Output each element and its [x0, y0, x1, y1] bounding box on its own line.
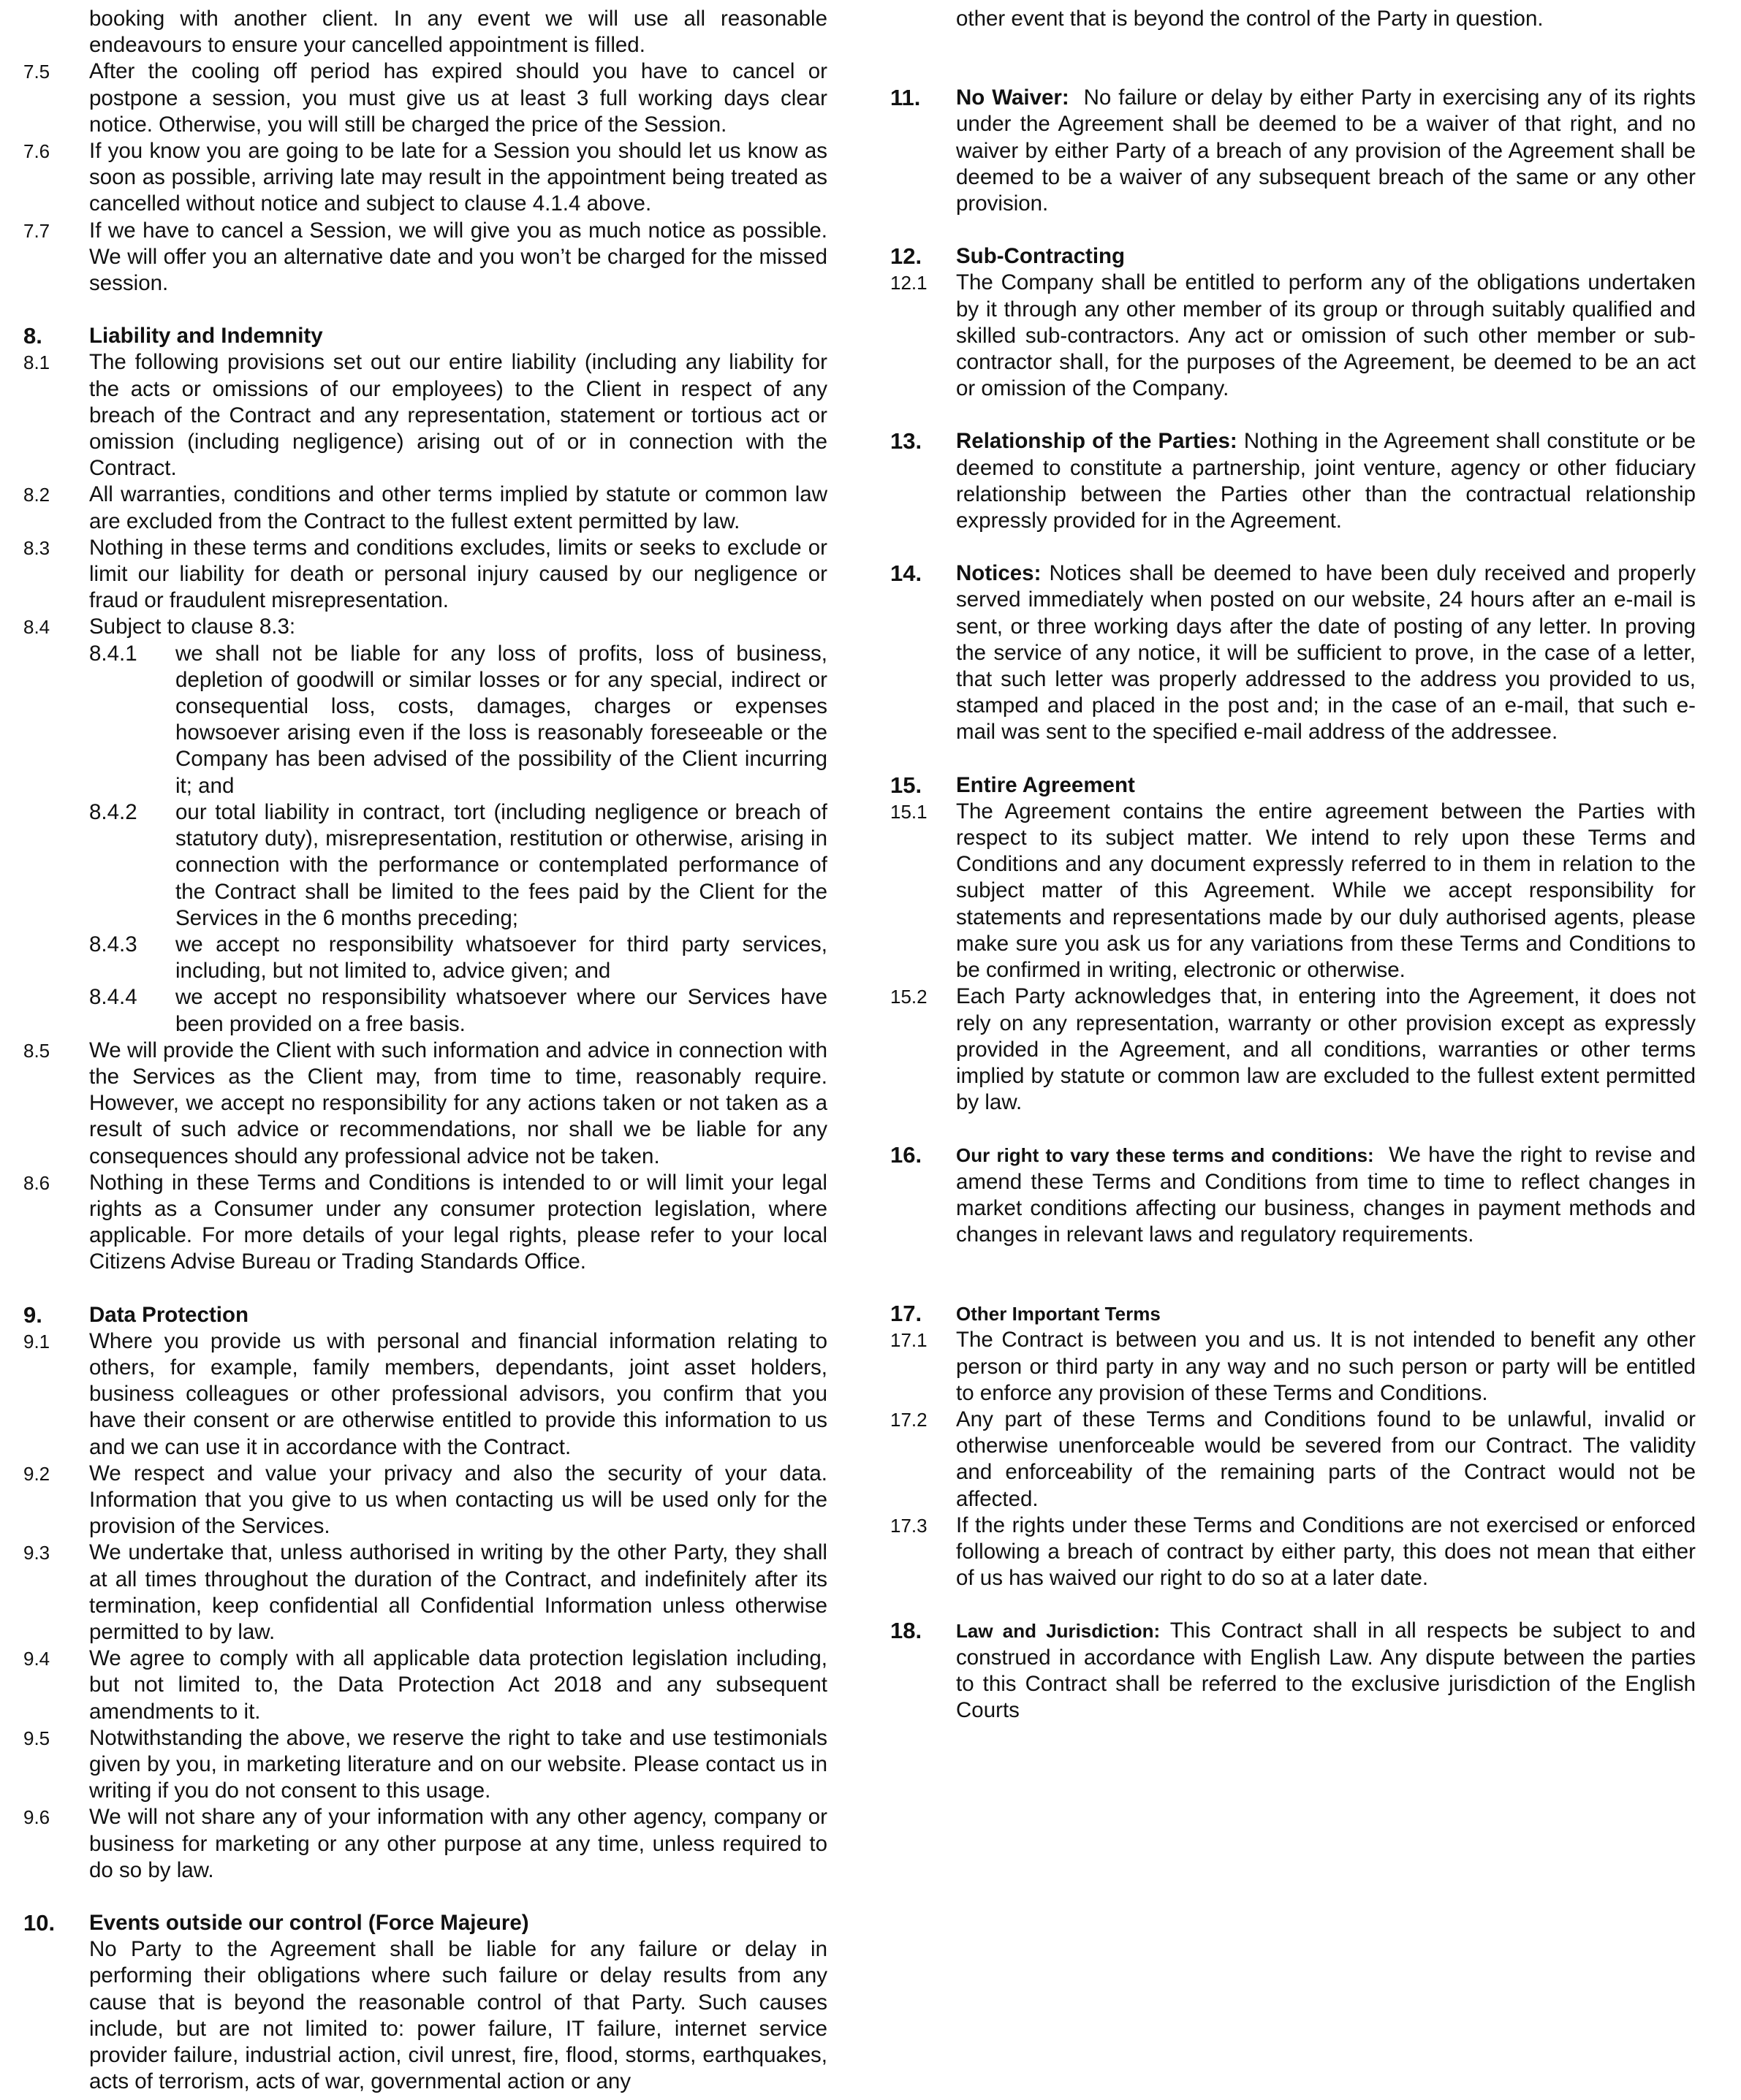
- clause-15-1: [890, 799, 1696, 984]
- clause-number: 8.1: [23, 351, 50, 374]
- section-text: This Contract shall in all respects be subject to and construed in accordance with English Law. Any dispute between the parties to this Contract shall be referred to the exclusive jurisdiction of the English Courts: [956, 1618, 1696, 1722]
- clause-number: 8.4.3: [89, 932, 137, 956]
- clause-text: We will provide the Client with such information and advice in connection with the Services as the Client may, from time to time, reasonably require. However, we accept no responsibility for any actions taken or not taken as a result of such advice or recommendations, nor shall we be liable for any consequences should any professional advice not be taken.: [89, 1038, 827, 1168]
- section-title: Liability and Indemnity: [89, 324, 323, 349]
- clause-number: 9.6: [23, 1806, 50, 1829]
- clause-8-5: [23, 1038, 827, 1170]
- section-text: Nothing in the Agreement shall constitute or be deemed to constitute a partnership, joint venture, agency or other fiduciary relationship between the Parties other than the contractual relationship expressly provided for in the Agreement.: [956, 429, 1696, 533]
- clause-number: 9.1: [23, 1330, 50, 1353]
- clause-text: Each Party acknowledges that, in entering into the Agreement, it does not rely on any representation, warranty or other provision except as expressly provided in the Agreement, and all conditions, warranties or other terms implied by statute or common law are excluded to the fullest extent permitted by law.: [956, 984, 1696, 1115]
- clause-number: 8.3: [23, 536, 50, 559]
- left-column: [23, 6, 827, 2095]
- section-title: Sub-Contracting: [956, 244, 1126, 269]
- section-title: Our right to vary these terms and conditions:: [956, 1144, 1374, 1167]
- clause-text: If the rights under these Terms and Conditions are not exercised or enforced following a breach of contract by either party, this does not mean that either of us has waived our right to do so at a later date.: [956, 1513, 1696, 1591]
- clause-number: 8.4: [23, 616, 50, 639]
- section-number: 17.: [890, 1301, 922, 1327]
- section-number: 13.: [890, 428, 922, 454]
- clause-7-7: [23, 218, 827, 297]
- clause-number: 7.7: [23, 219, 50, 242]
- section-17-heading: [890, 1301, 1696, 1327]
- section-title: Notices:: [956, 561, 1042, 586]
- section-text: No failure or delay by either Party in exercising any of its rights under the Agreement shall be deemed to be a waiver of that right, and no waiver by either Party of a breach of any provision of the Agreement shall be deemed to be a waiver of any subsequent breach of the same or any other provision.: [956, 85, 1696, 216]
- clause-7-continuation: booking with another client. In any event we will use all reasonable endeavours to ensure your cancelled appointment is filled.: [89, 7, 827, 58]
- clause-number: 15.2: [890, 986, 928, 1008]
- section-11: [890, 85, 1696, 217]
- clause-12-1: [890, 270, 1696, 402]
- section-13: [890, 428, 1696, 534]
- section-10-continuation: other event that is beyond the control of the Party in question.: [956, 7, 1544, 31]
- section-title: Other Important Terms: [956, 1303, 1161, 1325]
- clause-number: 8.4.1: [89, 641, 137, 666]
- clause-8-2: [23, 482, 827, 534]
- clause-7-5: [23, 58, 827, 138]
- clause-text: We respect and value your privacy and also the security of your data. Information that you give to us when contacting us will be used only for the provision of the Services.: [89, 1461, 827, 1539]
- clause-text: we accept no responsibility whatsoever where our Services have been provided on a free basis.: [175, 985, 827, 1036]
- clause-number: 15.1: [890, 800, 928, 823]
- clause-number: 17.2: [890, 1408, 928, 1431]
- clause-number: 8.4.2: [89, 799, 137, 824]
- section-title: Relationship of the Parties:: [956, 429, 1237, 454]
- clause-text: we shall not be liable for any loss of profits, loss of business, depletion of goodwill or similar losses or for any special, indirect or consequential loss, costs, damages, charges or expenses howsoever arising even if the loss is reasonably foreseeable or the Company has been advised of the possibility of the Client incurring it; and: [175, 641, 827, 798]
- section-10-heading: [23, 1910, 827, 1936]
- clause-text: The Company shall be entitled to perform any of the obligations undertaken by it through any other member of its group or through suitably qualified and skilled sub-contractors. Any act or omission of such other member or sub-contractor shall, for the purposes of the Agreement, be deemed to be an act or omission of the Company.: [956, 270, 1696, 401]
- clause-number: 17.3: [890, 1514, 928, 1537]
- clause-number: 7.6: [23, 140, 50, 163]
- clause-number: 7.5: [23, 61, 50, 83]
- clause-9-2: [23, 1461, 827, 1540]
- section-16: [890, 1142, 1696, 1248]
- clause-9-4: [23, 1646, 827, 1725]
- clause-number: 8.2: [23, 484, 50, 506]
- section-text: Notices shall be deemed to have been duly received and properly served immediately when posted on our website, 24 hours after an e-mail is sent, or three working days after the date of posting of any letter. In proving the service of any notice, it will be sufficient to prove, in the case of a letter, that such letter was properly addressed to the address you provided to us, stamped and placed in the post and; in the case of an e-mail, that such e-mail was sent to the specified e-mail address of the addressee.: [956, 561, 1696, 745]
- clause-text: The following provisions set out our entire liability (including any liability for the acts or omissions of our employees) to the Client in respect of any breach of the Contract and any representation, statement or tortious act or omission (including negligence) arising out of or in connection with the Contract.: [89, 350, 827, 481]
- section-number: 14.: [890, 560, 922, 587]
- section-14: [890, 560, 1696, 745]
- clause-8-4-3: [23, 932, 827, 984]
- clause-text: Notwithstanding the above, we reserve the right to take and use testimonials given by you, in marketing literature and on our website. Please contact us in writing if you do not consent to this usage.: [89, 1725, 827, 1803]
- section-title: Entire Agreement: [956, 772, 1135, 797]
- right-column: [890, 6, 1696, 1724]
- clause-number: 8.6: [23, 1171, 50, 1194]
- clause-text: we accept no responsibility whatsoever for third party services, including, but not limited to, advice given; and: [175, 932, 827, 984]
- clause-17-2: [890, 1407, 1696, 1513]
- section-number: 12.: [890, 243, 922, 270]
- clause-text: The Contract is between you and us. It is not intended to benefit any other person or third party in any way and no such person or party will be entitled to enforce any provision of these Terms and Conditions.: [956, 1328, 1696, 1405]
- clause-text: our total liability in contract, tort (including negligence or breach of statutory duty), misrepresentation, restitution or otherwise, arising in connection with the performance or contemplated performance of the Contract shall be limited to the fees paid by the Client for the Services in the 6 months preceding;: [175, 799, 827, 930]
- section-title: Events outside our control (Force Majeure): [89, 1911, 529, 1936]
- clause-7-6: [23, 138, 827, 218]
- clause-number: 8.4.4: [89, 985, 137, 1010]
- section-number: 9.: [23, 1301, 42, 1328]
- clause-8-6: [23, 1170, 827, 1276]
- clause-text: After the cooling off period has expired should you have to cancel or postpone a session, you must give us at least 3 full working days clear notice. Otherwise, you will still be charged the price of the Session.: [89, 59, 827, 137]
- clause-text: Any part of these Terms and Conditions found to be unlawful, invalid or otherwise unenforceable would be severed from our Contract. The validity and enforceability of the remaining parts of the Contract would not be affected.: [956, 1407, 1696, 1511]
- section-number: 15.: [890, 772, 922, 798]
- clause-8-3: [23, 535, 827, 615]
- section-9-heading: [23, 1302, 827, 1328]
- section-number: 10.: [23, 1910, 56, 1936]
- clause-text: We agree to comply with all applicable data protection legislation including, but not limited to, the Data Protection Act 2018 and any subsequent amendments to it.: [89, 1646, 827, 1724]
- section-number: 18.: [890, 1618, 922, 1644]
- section-number: 8.: [23, 323, 42, 349]
- clause-8-1: [23, 349, 827, 482]
- section-15-heading: [890, 772, 1696, 799]
- clause-number: 17.1: [890, 1329, 928, 1352]
- clause-text: If we have to cancel a Session, we will give you as much notice as possible. We will offer you an alternative date and you won’t be charged for the missed session.: [89, 218, 827, 296]
- clause-number: 9.5: [23, 1727, 50, 1749]
- clause-text: The Agreement contains the entire agreement between the Parties with respect to its subject matter. We intend to rely upon these Terms and Conditions and any document expressly referred to in them in relation to the subject matter of this Agreement. While we accept responsibility for statements and representations made by our duly authorised agents, please make sure you ask us for any variations from these Terms and Conditions to be confirmed in writing, electronic or otherwise.: [956, 799, 1696, 983]
- clause-text: Subject to clause 8.3:: [89, 615, 296, 639]
- clause-text: Nothing in these Terms and Conditions is intended to or will limit your legal rights as a Consumer under any consumer protection legislation, where applicable. For more details of your legal rights, please refer to your local Citizens Advise Bureau or Trading Standards Office.: [89, 1170, 827, 1274]
- clause-text: Where you provide us with personal and financial information relating to others, for example, family members, dependants, joint asset holders, business colleagues or other professional advisors, you confirm that you have their consent or are otherwise entitled to provide this information to us and we can use it in accordance with the Contract.: [89, 1328, 827, 1459]
- clause-text: If you know you are going to be late for a Session you should let us know as soon as possible, arriving late may result in the appointment being treated as cancelled without notice and subject to clause 4.1.4 above.: [89, 139, 827, 216]
- clause-number: 9.4: [23, 1648, 50, 1670]
- section-number: 16.: [890, 1142, 922, 1168]
- section-number: 11.: [890, 85, 921, 111]
- section-title: No Waiver:: [956, 85, 1069, 110]
- section-text: We have the right to revise and amend these Terms and Conditions from time to time to reflect changes in market conditions affecting our business, changes in payment methods and changes in relevant laws and regulatory requirements.: [956, 1143, 1696, 1247]
- clause-text: Nothing in these terms and conditions excludes, limits or seeks to exclude or limit our liability for death or personal injury caused by our negligence or fraud or fraudulent misrepresentation.: [89, 535, 827, 613]
- section-8-heading: [23, 323, 827, 349]
- section-10-text: No Party to the Agreement shall be liable for any failure or delay in performing their obligations where such failure or delay results from any cause that is beyond the reasonable control of that Party. Such causes include, but are not limited to: power failure, IT failure, internet service provider failure, industrial action, civil unrest, fire, flood, storms, earthquakes, acts of terrorism, acts of war, governmental action or any: [89, 1937, 827, 2094]
- clause-text: We will not share any of your information with any other agency, company or business for marketing or any other purpose at any time, unless required to do so by law.: [89, 1805, 827, 1882]
- section-title: Law and Jurisdiction:: [956, 1620, 1161, 1643]
- clause-9-5: [23, 1725, 827, 1805]
- clause-17-1: [890, 1327, 1696, 1407]
- clause-text: We undertake that, unless authorised in writing by the other Party, they shall at all times throughout the duration of the Contract, and indefinitely after its termination, keep confidential all Confidential Information unless otherwise permitted to by law.: [89, 1540, 827, 1644]
- clause-9-1: [23, 1328, 827, 1461]
- clause-9-3: [23, 1540, 827, 1646]
- clause-number: 12.1: [890, 272, 928, 294]
- section-18: [890, 1618, 1696, 1724]
- clause-number: 9.2: [23, 1462, 50, 1485]
- clause-17-3: [890, 1513, 1696, 1592]
- clause-number: 9.3: [23, 1542, 50, 1564]
- clause-8-4-4: [23, 984, 827, 1037]
- clause-9-6: [23, 1804, 827, 1884]
- clause-8-4: [23, 614, 827, 640]
- clause-8-4-2: [23, 799, 827, 932]
- clause-text: All warranties, conditions and other terms implied by statute or common law are excluded from the Contract to the fullest extent permitted by law.: [89, 482, 827, 533]
- clause-15-2: [890, 984, 1696, 1116]
- clause-number: 8.5: [23, 1039, 50, 1062]
- section-12-heading: [890, 243, 1696, 270]
- section-title: Data Protection: [89, 1302, 249, 1327]
- clause-8-4-1: [23, 641, 827, 799]
